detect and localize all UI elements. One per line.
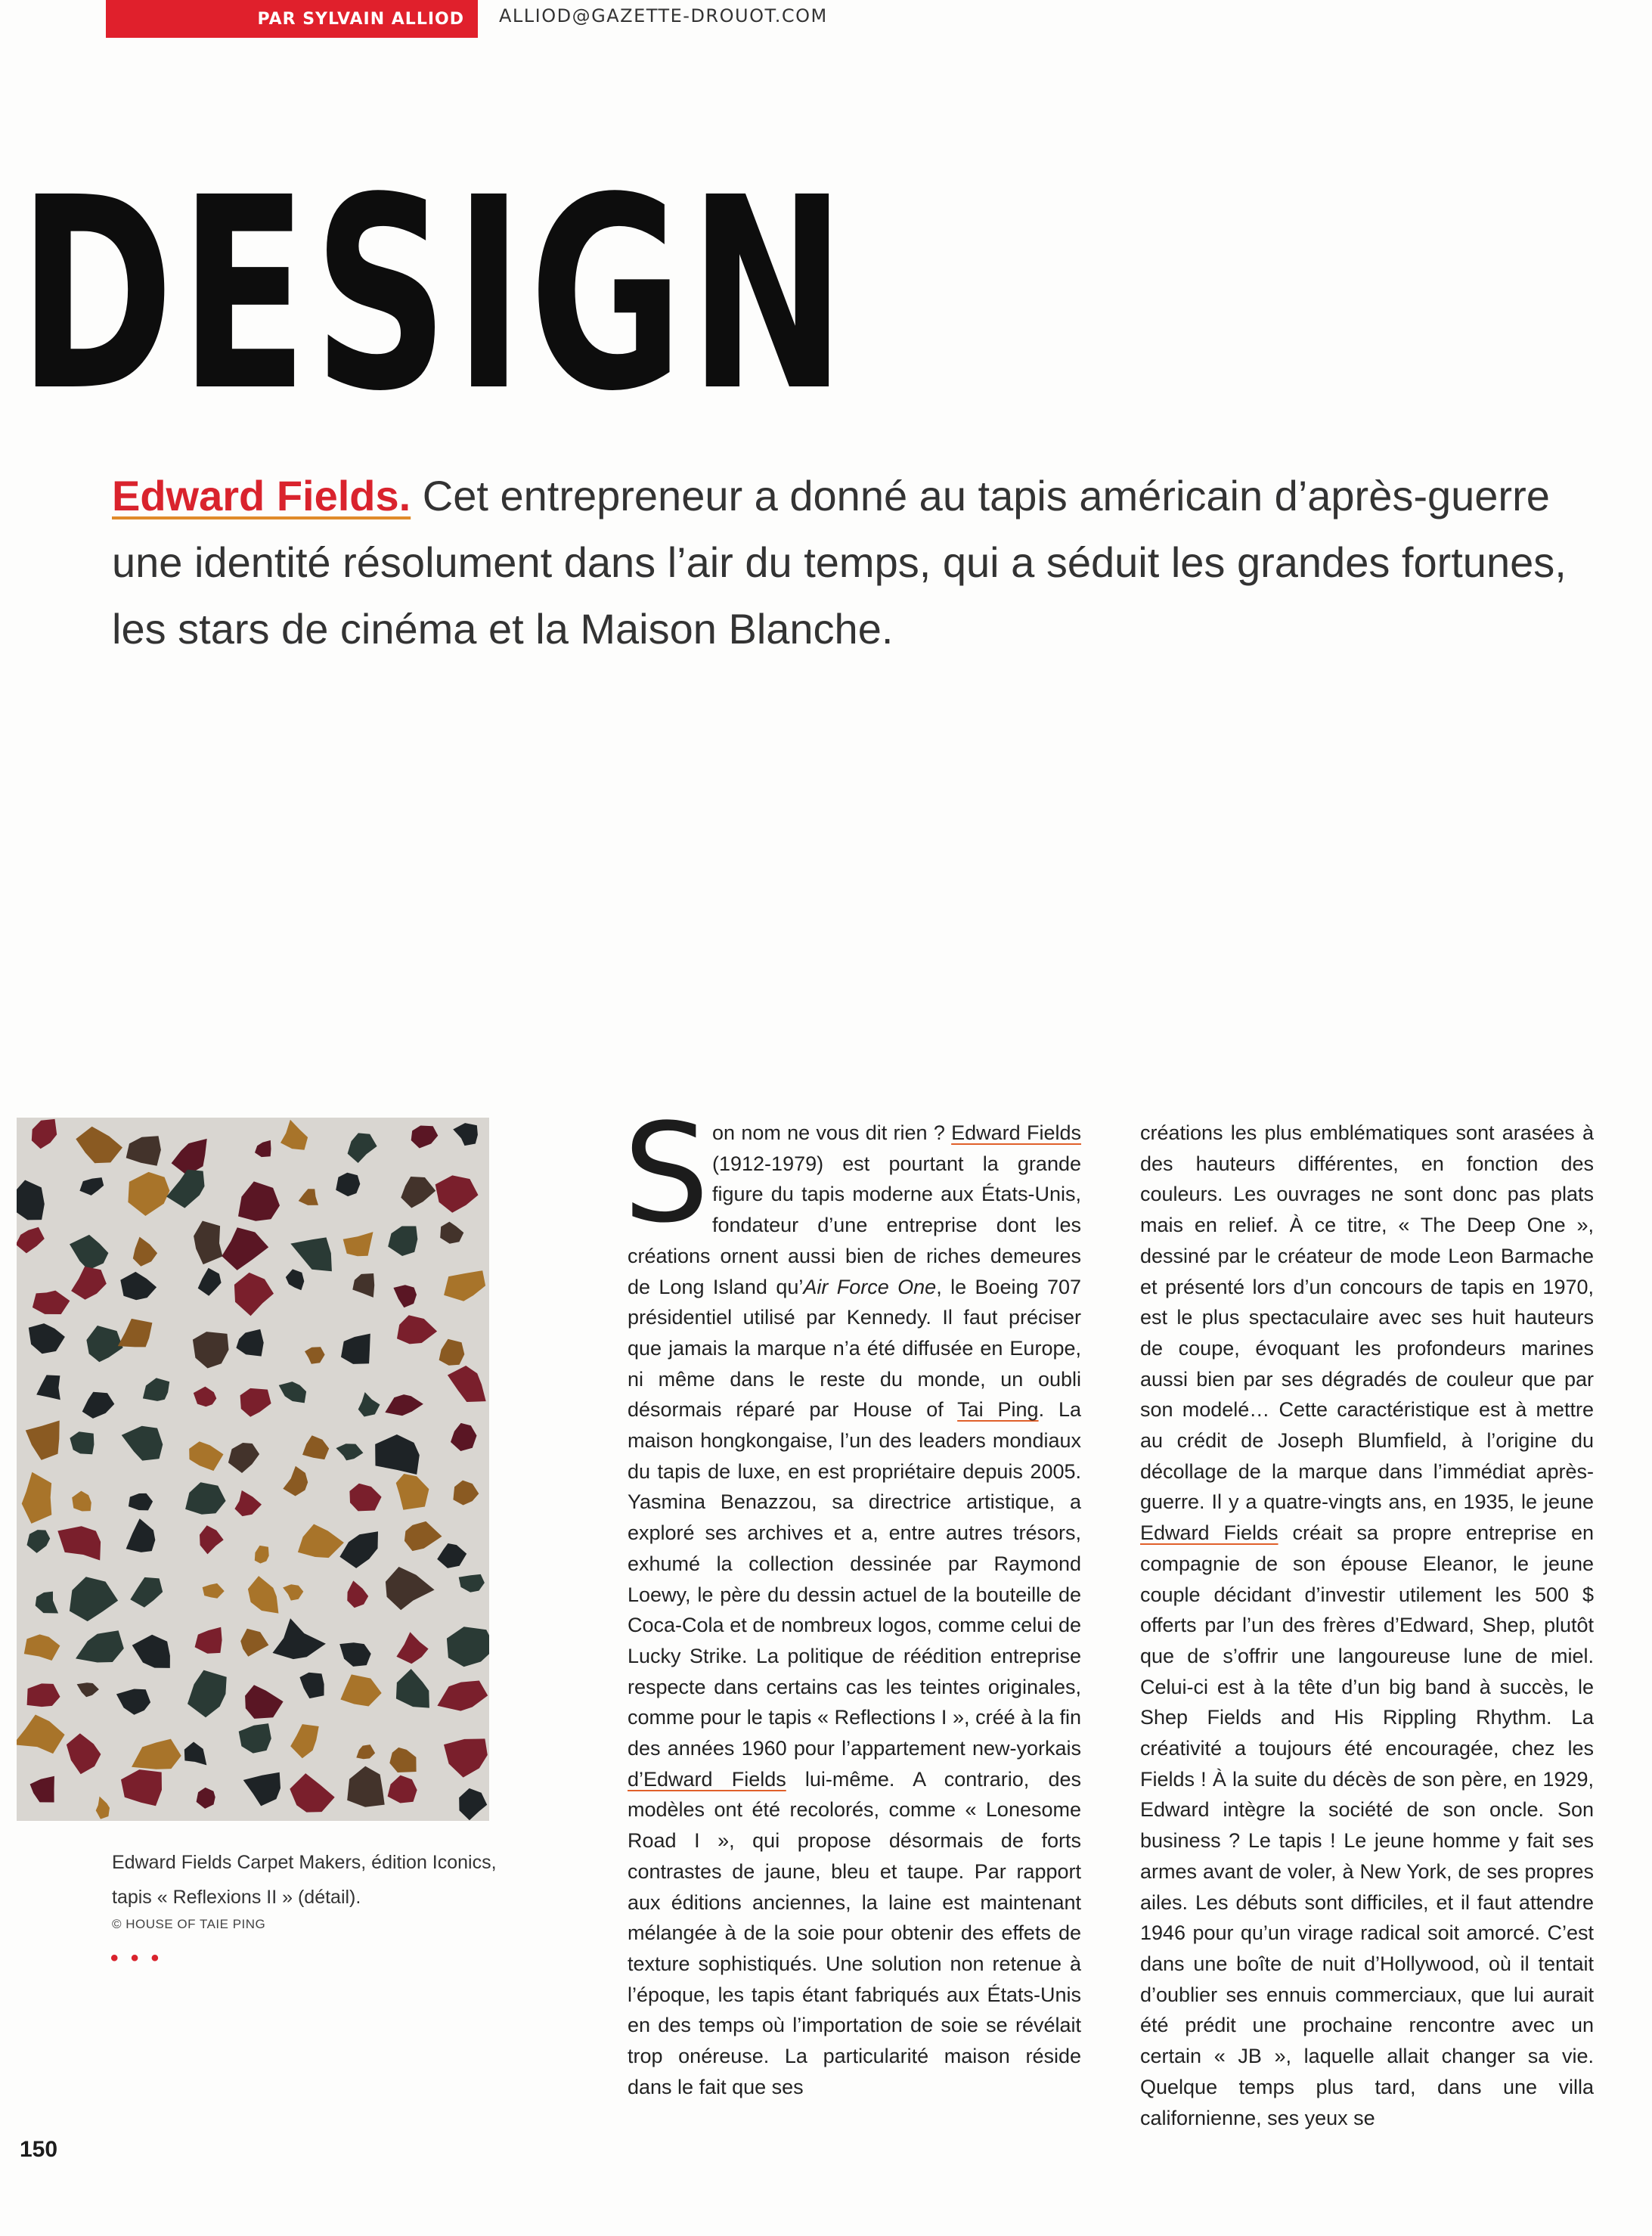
rug-spot — [348, 1133, 377, 1163]
rug-spot — [336, 1444, 363, 1460]
name-link: Tai Ping — [957, 1398, 1039, 1422]
rug-spot — [79, 1177, 104, 1196]
rug-spot — [70, 1431, 94, 1454]
name-link: Edward Fields — [951, 1121, 1081, 1144]
rug-spot — [198, 1268, 222, 1296]
rug-spot — [33, 1291, 70, 1314]
rug-spot — [166, 1170, 204, 1208]
rug-spot — [358, 1392, 380, 1417]
rug-spot — [57, 1526, 101, 1560]
rug-spot — [197, 1788, 215, 1809]
rug-spot — [22, 1472, 52, 1524]
italic-text: Air Force One — [803, 1275, 937, 1298]
rug-spot — [193, 1332, 229, 1368]
intro-text: Cet entrepreneur a donné au tapis américain d’après-guerre une identité résolument dans l’air du temps, qui a séduit les grandes fortunes, les stars de cinéma et la Maison Blanche. — [112, 472, 1567, 653]
rug-spot — [70, 1577, 118, 1621]
rug-spot — [451, 1423, 477, 1451]
rug-spot — [96, 1797, 110, 1819]
name-link: Edward Fields — [1140, 1521, 1279, 1545]
rug-spot — [126, 1518, 156, 1552]
rug-spot — [132, 1739, 181, 1769]
rug-spot — [184, 1742, 206, 1766]
rug-spot — [349, 1484, 381, 1512]
rug-image — [17, 1118, 489, 1821]
rug-spot — [299, 1189, 318, 1205]
rug-spot — [255, 1140, 271, 1157]
rug-spot — [388, 1227, 417, 1257]
rug-spot — [389, 1748, 416, 1772]
rug-spot — [32, 1119, 57, 1149]
intro-paragraph — [112, 463, 1594, 662]
article-column-1 — [623, 1095, 1082, 2103]
rug-spot — [27, 1683, 60, 1707]
image-credit: © HOUSE OF TAIE PING — [112, 1917, 266, 1931]
rug-spot — [340, 1674, 381, 1706]
rug-spot — [388, 1775, 417, 1803]
text-run: on nom ne vous dit rien ? — [712, 1121, 952, 1144]
rug-spot — [27, 1530, 51, 1553]
rug-spot — [36, 1375, 60, 1400]
rug-spot — [236, 1329, 263, 1357]
rug-spot — [238, 1181, 280, 1220]
rug-spot — [29, 1323, 65, 1354]
rug-spot — [122, 1426, 163, 1461]
rug-spot — [126, 1136, 161, 1166]
rug-spot — [30, 1776, 54, 1803]
rug-spot — [437, 1681, 488, 1711]
text-run: , le Boeing 707 présidentiel utilisé par Kennedy. Il faut préciser que jamais la marque n’a été diffusée en Europe, ni même dans le reste du monde, un oubli désormais réparé par House of — [628, 1275, 1082, 1422]
rug-spot — [116, 1689, 150, 1715]
rug-spot — [255, 1546, 269, 1564]
rug-spot — [26, 1421, 60, 1460]
byline-bar — [106, 0, 478, 38]
page-number: 150 — [20, 2137, 58, 2162]
rug-spot — [283, 1466, 308, 1496]
rug-spot — [393, 1285, 417, 1307]
rug-spot — [280, 1120, 308, 1150]
rug-spot — [298, 1524, 344, 1558]
rug-spot — [448, 1366, 486, 1402]
rug-spot — [194, 1221, 222, 1265]
rug-spot — [67, 1733, 101, 1774]
rug-spot — [129, 1493, 153, 1511]
rug-spot — [397, 1315, 437, 1344]
rug-spot — [411, 1126, 439, 1149]
rug-spot — [36, 1592, 58, 1614]
rug-spot — [245, 1685, 284, 1719]
rug-spot — [189, 1441, 223, 1471]
rug-spot — [243, 1772, 280, 1806]
rug-spot — [17, 1715, 65, 1754]
rug-spot — [188, 1670, 227, 1718]
rug-spot — [222, 1227, 268, 1270]
rug-spot — [336, 1173, 360, 1196]
rug-spot — [118, 1319, 153, 1347]
rug-spot — [133, 1237, 157, 1267]
rug-spot — [24, 1634, 60, 1661]
rug-spot — [234, 1273, 274, 1316]
rug-spot — [283, 1584, 303, 1600]
article-column-2 — [1140, 1118, 1594, 2133]
rug-spot — [290, 1773, 334, 1813]
rug-spot — [121, 1769, 162, 1806]
rug-spot — [339, 1642, 371, 1667]
rug-spot — [239, 1723, 271, 1754]
rug-spot — [76, 1127, 122, 1164]
rug-spot — [352, 1273, 374, 1298]
rug-spot — [86, 1326, 122, 1362]
rug-spot — [228, 1443, 259, 1473]
rug-spot — [356, 1744, 375, 1759]
rug-spot — [77, 1682, 99, 1697]
ornament-dots: • • • — [110, 1946, 163, 1971]
rug-spot — [200, 1525, 224, 1554]
rug-spot — [305, 1347, 325, 1363]
text-run: (1912-1979) est pourtant la grande figure du tapis moderne aux États-Unis, fondateur d’une entreprise dont les créations ornent aussi bien de riches demeures de Long Island qu’ — [628, 1152, 1081, 1298]
rug-spot — [444, 1270, 485, 1301]
rug-spot — [130, 1577, 163, 1608]
rug-spot — [143, 1378, 169, 1401]
rug-spot — [194, 1387, 216, 1407]
text-run: créations les plus emblématiques sont arasées à des hauteurs différentes, en fonction des couleurs. Les ouvrages ne sont donc pas plats mais en relief. À ce titre, « The Deep One », dessiné par le créateur de mode Leon Barmache et présenté lors d’un concours de tapis en 1970, est le plus spectaculaire avec ses huit hauteurs de coupe, évoquant les profondeurs marines aussi bien par ses dégradés de couleur que par son modelé… Cette caractéristique est à mettre au crédit de Joseph Blumfield, à l’origine du décollage de la marque dans l’immédiat après-guerre. Il y a quatre-vingts ans, en 1935, le jeune — [1140, 1121, 1594, 1514]
rug-spot — [439, 1339, 465, 1366]
rug-spot — [17, 1227, 45, 1254]
rug-spot — [273, 1618, 326, 1659]
author-email[interactable]: ALLIOD@GAZETTE-DROUOT.COM — [499, 5, 828, 26]
rug-spot — [240, 1629, 268, 1657]
text-run: . La maison hongkongaise, l’un des leaders mondiaux du tapis de luxe, en est propriétaire depuis 2005. Yasmina Benazzou, sa directrice artistique, a exploré ses archives et a, entre autres trésors, exhumé la collection dessinée par Raymond Loewy, le père du dessin actuel de la bouteille de Coca-Cola et de nombreux logos, comme celui de Lucky Strike. La politique de réédition entreprise respecte dans certains cas les teintes originales, comme pour le tapis « Reflections I », créé à la fin des années 1960 pour l’appartement new-yorkais — [628, 1398, 1081, 1760]
rug-spot — [453, 1481, 479, 1506]
rug-spot — [302, 1435, 329, 1459]
rug-spot — [248, 1576, 279, 1614]
rug-spot — [203, 1583, 225, 1599]
rug-spot — [279, 1382, 306, 1403]
rug-spot — [385, 1394, 423, 1416]
rug-spot — [444, 1738, 488, 1777]
text-run: créait sa propre entreprise en compagnie de son épouse Eleanor, le jeune couple décidant d’investir utilement les 500 $ offerts par l’un des frères d’Edward, Shep, plutôt que de s’offrir une langoureuse lune de miel. Celui-ci est à la tête d’un big band à succès, le Shep Fields and His Rippling Rhythm. La créativité a toujours été encouragée, chez les Fields ! À la suite du décès de son père, en 1929, Edward intègre la société de son oncle. Son business ? Le tapis ! Le jeune homme y fait ses armes avant de voler, à New York, de ses propres ailes. Les débuts sont difficiles, et il faut attendre 1946 pour qu’un virage radical soit amorcé. C’est dans une boîte de nuit d’Hollywood, où il tentait d’oublier ses ennuis commerciaux, que lui aurait été prédit une prochaine rencontre avec un certain « JB », laquelle allait changer sa vie. Quelque temps plus tard, dans une villa californienne, ses yeux se — [1140, 1521, 1594, 2129]
rug-spot — [128, 1172, 169, 1216]
byline: PAR SYLVAIN ALLIOD — [257, 9, 464, 29]
rug-spot — [401, 1177, 435, 1208]
name-link: d’Edward Fields — [628, 1767, 786, 1791]
rug-pattern — [17, 1118, 489, 1821]
rug-spot — [234, 1490, 262, 1516]
rug-spot — [440, 1222, 463, 1244]
rug-spot — [459, 1574, 485, 1592]
rug-spot — [347, 1580, 368, 1608]
rug-spot — [70, 1235, 108, 1270]
rug-spot — [347, 1766, 385, 1807]
rug-spot — [290, 1724, 319, 1758]
drop-cap: S — [623, 1095, 710, 1253]
rug-spot — [71, 1267, 107, 1300]
rug-spot — [290, 1237, 332, 1271]
image-caption: Edward Fields Carpet Makers, édition Iconics, tapis « Reflexions II » (détail). — [112, 1852, 497, 1908]
rug-spot — [386, 1567, 435, 1610]
rug-spot — [195, 1627, 222, 1654]
rug-spot — [375, 1434, 420, 1475]
intro-lead: Edward Fields. — [112, 472, 411, 519]
rug-spot — [72, 1491, 91, 1512]
rug-spot — [453, 1123, 478, 1146]
rug-spot — [76, 1630, 124, 1662]
rug-spot — [396, 1474, 429, 1510]
text-run: lui-même. A contrario, des modèles ont été recolorés, comme « Lonesome Road I », qui propose désormais de forts contrastes de jaune, bleu et taupe. Par rapport aux éditions anciennes, la laine est maintenant mélangée à de la soie pour obtenir des effets de texture sophistiqués. Une solution non retenue à l’époque, les tapis étant fabriqués aux États-Unis en des temps où l’importation de soie se révélait trop onéreuse. La particularité maison réside dans le fait que ses — [628, 1767, 1081, 2098]
rug-spot — [437, 1543, 466, 1568]
rug-spot — [299, 1673, 324, 1698]
rug-spot — [82, 1392, 115, 1419]
rug-spot — [343, 1232, 373, 1256]
rug-spot — [447, 1627, 489, 1667]
rug-spot — [286, 1269, 305, 1290]
rug-spot — [240, 1388, 271, 1417]
rug-spot — [341, 1334, 370, 1364]
rug-spot — [120, 1272, 157, 1300]
rug-spot — [339, 1531, 378, 1568]
rug-spot — [132, 1635, 170, 1668]
rug-spot — [459, 1788, 487, 1820]
rug-spot — [404, 1521, 442, 1551]
rug-spot — [17, 1180, 45, 1220]
rug-spot — [435, 1175, 479, 1212]
section-title: DESIGN — [18, 141, 852, 449]
rug-spot — [185, 1482, 226, 1515]
rug-spot — [396, 1669, 429, 1708]
rug-spot — [396, 1632, 428, 1664]
